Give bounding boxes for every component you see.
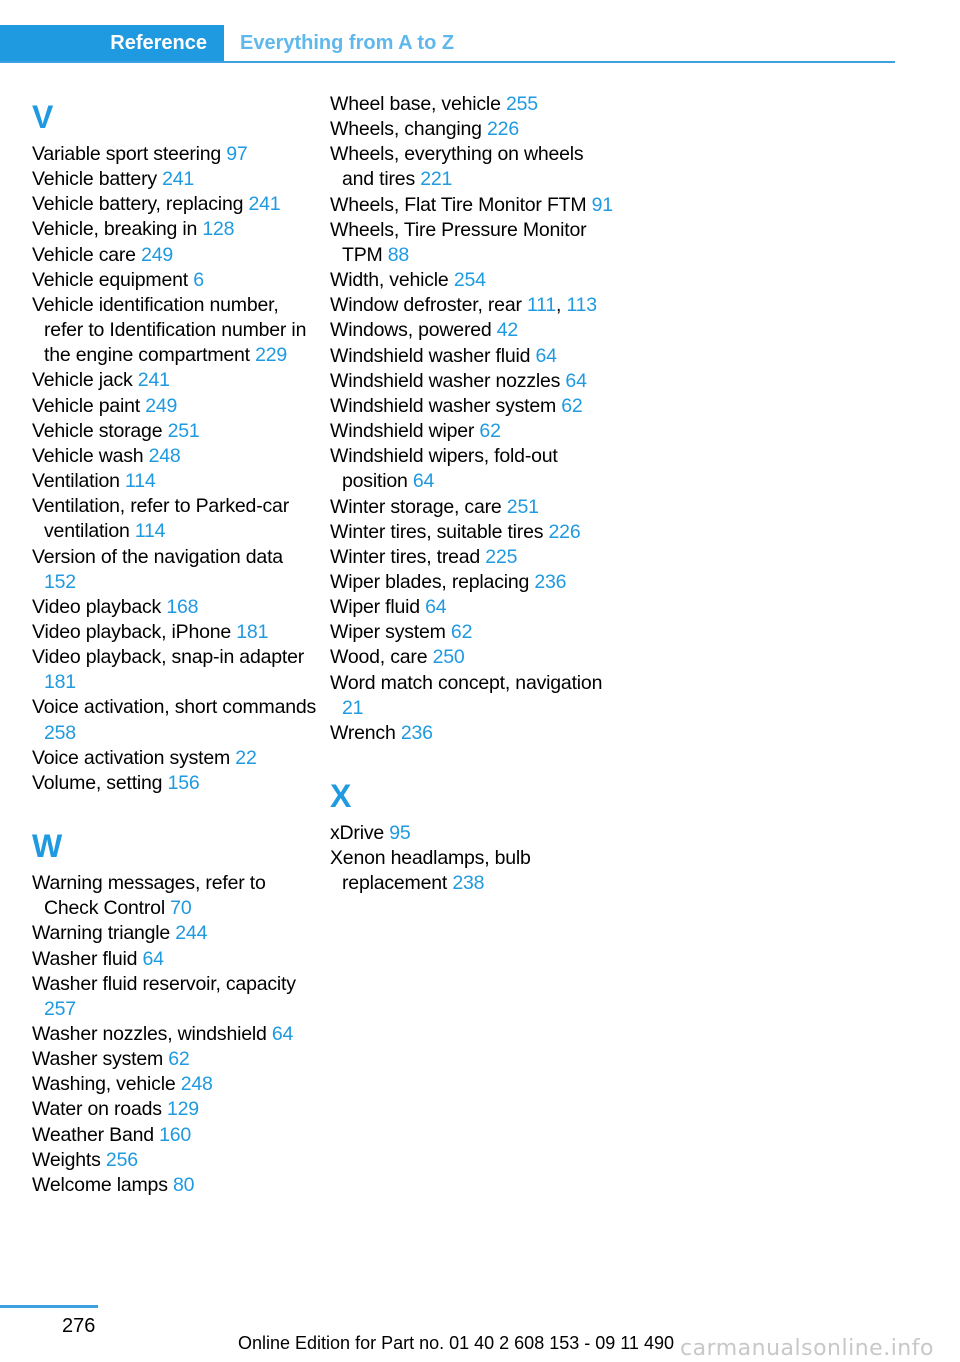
page-link[interactable]: 181 [44,671,76,694]
index-entry [32,368,317,393]
page-link[interactable]: 248 [180,1073,213,1096]
index-entry-text: Washing, vehicle [32,1073,176,1096]
index-entry-text: Wheels, Flat Tire Monitor FTM [330,193,587,216]
index-entry-text: Ventilation [32,470,120,493]
watermark-logo: carmanualsonline.info [680,1336,934,1361]
index-entry-text: Wheel base, vehicle [330,93,501,115]
index-entry-text: Wrench [330,721,396,744]
index-entry-text: Vehicle wash [32,444,144,467]
index-entry [32,268,317,293]
index-entry [330,444,615,494]
index-entry-text: Vehicle paint [32,394,140,417]
page-link[interactable]: 168 [166,595,199,618]
page-link[interactable]: 95 [389,822,411,845]
index-entry-text: Wiper system [330,621,446,644]
page-link[interactable]: 128 [202,218,235,241]
index-entry-text: Welcome lamps [32,1173,168,1196]
index-entry-text: Video playback, snap-in adapter [32,646,305,669]
index-entry-text: Washer fluid reservoir, capacity [32,972,296,995]
page-link[interactable]: 114 [125,470,156,493]
page-link[interactable]: 88 [387,243,410,266]
page-link[interactable]: 129 [167,1098,199,1121]
index-entry-text: Video playback, iPhone [32,620,232,643]
page-link[interactable]: 241 [248,193,281,216]
index-entry [32,695,317,745]
page-link[interactable]: 113 [566,294,597,317]
page-link[interactable]: 229 [255,344,288,367]
page-link[interactable]: 156 [167,771,200,794]
index-entry [32,1097,317,1122]
page-link[interactable]: 152 [44,570,76,593]
index-entry-text: Vehicle care [32,243,136,266]
index-entry-text: Video playback [32,595,162,618]
index-entry [330,318,615,343]
index-entry [32,217,317,242]
page-link[interactable]: 114 [134,520,166,543]
index-entry-text: Vehicle identification number, refer to Identification number in the engine compartment [32,293,307,367]
index-entry [330,268,615,293]
index-entry [330,821,615,846]
index-entry [32,243,317,268]
page-link[interactable]: 256 [105,1148,138,1171]
index-entry [330,193,615,218]
index-entry-text: Weather Band [32,1123,154,1146]
index-entry-text: Ventilation, refer to Parked-car ventilation [32,495,289,543]
page-link[interactable]: 236 [534,570,567,593]
reference-tab[interactable]: Reference [0,25,224,61]
footer-rule [0,1305,98,1308]
index-entry-text: Voice activation system [32,746,231,769]
page-link[interactable]: 249 [141,243,173,266]
index-entry [32,167,317,192]
index-entry-text: Vehicle battery, replacing [32,193,244,216]
index-entry-text: Wood, care [330,646,428,669]
index-entry [330,394,615,419]
page-link[interactable]: 42 [496,319,519,342]
index-entry-text: Winter storage, care [330,495,502,518]
index-entry [32,142,317,167]
index-entry [330,545,615,570]
page-link[interactable]: 111 [526,294,557,317]
index-entry [330,495,615,520]
index-entry-text: Windows, powered [330,319,492,342]
left-index-column [32,92,317,1198]
index-entry-text: Version of the navigation data [32,545,283,568]
index-entry-text: Wheels, Tire Pressure Monitor TPM [330,218,587,266]
index-letter-v: V [32,99,54,135]
index-entry-text: Word match concept, navigation [330,671,603,694]
page-link[interactable]: 21 [342,696,364,719]
index-entry-text: Xenon headlamps, bulb replacement [330,847,531,895]
index-entry [330,369,615,394]
index-entry-text: Windshield wipers, fold-out position [330,445,558,493]
page-link[interactable]: 91 [591,193,613,216]
index-entry-text: Washer fluid [32,947,138,970]
page-link[interactable]: 181 [236,620,269,643]
page-link[interactable]: 244 [175,922,208,945]
page-link[interactable]: 22 [235,746,257,769]
page-link[interactable]: 221 [420,168,453,191]
index-entry-text: Washer system [32,1048,164,1071]
index-entry [32,746,317,771]
index-entry-text: Vehicle battery [32,168,157,191]
page-link[interactable]: 250 [432,646,465,669]
page-link[interactable]: 80 [172,1173,195,1196]
index-entry [32,771,317,796]
index-entry [32,293,317,368]
index-entry: Window defroster, rear 111, 113 [330,294,597,317]
index-entry [32,620,317,645]
index-entry-text: Volume, setting [32,771,163,794]
index-entry [330,570,615,595]
index-entry [32,1148,317,1173]
index-entry [330,344,615,369]
index-entry [32,394,317,419]
index-entry [32,469,317,494]
index-entry-text: Windshield washer fluid [330,344,531,367]
page-link[interactable]: 254 [453,269,486,292]
index-entry [32,921,317,946]
index-entry [32,871,317,921]
index-entry [32,1022,317,1047]
index-entry-text: Wheels, everything on wheels and tires [330,143,584,191]
index-entry-text: Voice activation, short commands [32,696,317,719]
page-link[interactable]: 64 [425,596,447,619]
page-link[interactable]: 62 [450,621,473,644]
right-index-column [330,92,615,897]
page-link[interactable]: 236 [400,721,433,744]
page-link[interactable]: 97 [226,143,248,165]
section-title-tab[interactable]: Everything from A to Z [240,31,455,54]
index-entry [32,1123,317,1148]
index-entry-text: Variable sport steering [32,143,222,165]
index-entry [330,218,615,268]
index-entry [330,595,615,620]
index-entry [330,142,615,192]
page-link[interactable]: 64 [565,369,587,392]
page-link[interactable]: 64 [535,344,557,367]
index-entry-text: Windshield washer system [330,394,557,417]
index-entry-text: Weights [32,1148,101,1171]
index-entry [330,846,615,896]
page-link[interactable]: 64 [142,947,164,970]
page-link[interactable]: 248 [148,444,181,467]
index-entry [330,620,615,645]
index-entry-text: Vehicle equipment [32,268,188,291]
index-entry-text: Vehicle, breaking in [32,218,198,241]
index-entry [32,1072,317,1097]
index-entry-text: Windshield washer nozzles [330,369,561,392]
index-entry-text: Window defroster, rear [330,294,522,317]
page-link[interactable]: 62 [168,1048,190,1071]
page-link[interactable]: 241 [162,168,195,191]
index-entry [32,192,317,217]
index-entry [32,595,317,620]
index-entry-text: Wheels, changing [330,118,482,141]
page-link[interactable]: 238 [452,872,485,895]
page-link[interactable]: 257 [44,997,76,1020]
index-entry [32,494,317,544]
index-entry [330,721,615,746]
index-entry-text: Wiper fluid [330,596,420,619]
index-entry [32,645,317,695]
page-link[interactable]: 255 [505,93,538,115]
page-link[interactable]: 160 [159,1123,192,1146]
index-letter-x: X [330,778,352,815]
page-link[interactable]: 64 [412,470,435,493]
header-bar [0,25,895,63]
page-link[interactable]: 226 [548,520,581,543]
index-entry-text: Winter tires, suitable tires [330,520,544,543]
index-entry [330,92,615,117]
index-entry-text: Washer nozzles, windshield [32,1023,267,1045]
index-entry [32,972,317,1022]
index-letter-w: W [32,828,63,865]
page-link[interactable]: 226 [487,118,519,141]
index-entry [32,1047,317,1072]
edition-text: Online Edition for Part no. 01 40 2 608 153 - 09 11 490 [238,1333,674,1353]
page-link[interactable]: 258 [44,721,76,744]
index-entry [32,419,317,444]
page-link[interactable]: 6 [193,268,204,291]
index-entry-text: Warning triangle [32,922,171,945]
index-entry [330,645,615,670]
index-entry-text: Water on roads [32,1098,162,1121]
index-entry [32,444,317,469]
index-entry [32,1173,317,1198]
page-link[interactable]: 241 [137,369,170,392]
index-entry-text: xDrive [330,822,385,845]
index-entry-text: Windshield wiper [330,420,475,443]
index-entry-text: Vehicle jack [32,369,133,392]
index-entry-text: Vehicle storage [32,419,163,442]
page-link[interactable]: 70 [170,897,192,920]
page-link[interactable]: 225 [485,545,518,568]
page-link[interactable]: 62 [479,420,501,443]
index-entry [330,671,615,721]
index-entry [32,545,317,595]
index-entry-text: Width, vehicle [330,269,449,292]
index-entry-text: Warning messages, refer to Check Control [32,872,266,920]
page-link[interactable]: 251 [506,495,539,518]
page-link[interactable]: 62 [561,394,583,417]
index-entry [330,520,615,545]
page-link[interactable]: 251 [167,419,200,442]
page-number: 276 [62,1315,96,1337]
index-entry-text: Wiper blades, replacing [330,570,530,593]
page-link[interactable]: 64 [271,1023,294,1045]
index-entry [330,117,615,142]
page-link[interactable]: 249 [145,394,178,417]
index-entry [32,947,317,972]
index-entry-text: Winter tires, tread [330,545,481,568]
index-entry [330,419,615,444]
